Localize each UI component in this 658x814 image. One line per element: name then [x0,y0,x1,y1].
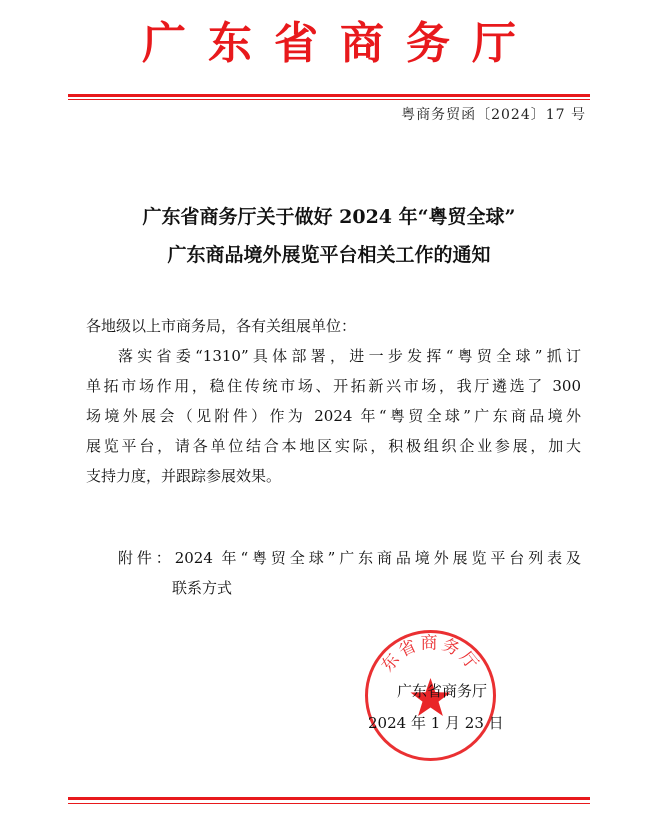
document-number: 粤商务贸函〔2024〕17 号 [401,107,586,123]
seal-text: 东省商务厅 [377,633,484,676]
signature-org: 广东省商务厅 [397,682,488,700]
body-line: 支持力度，并跟踪参展效果。 [86,467,282,485]
header-rule-thick [68,94,590,97]
signature-date: 2024 年 1 月 23 日 [368,714,504,732]
attachment-line-1: 附件：2024 年“粤贸全球”广东商品境外展览平台列表及 [118,549,581,567]
body-line: 展览平台，请各单位结合本地区实际，积极组织企业参展，加大 [86,437,581,455]
body-line: 场境外展会（见附件）作为 2024 年“粤贸全球”广东商品境外 [86,407,581,425]
footer-rule-thin [68,803,590,804]
header-rule-thin [68,99,590,100]
notice-title-line-1: 广东省商务厅关于做好 2024 年“粤贸全球” [142,206,516,228]
attachment-line-2: 联系方式 [172,579,233,597]
body-line: 单拓市场作用，稳住传统市场、开拓新兴市场，我厅遴选了 300 [86,377,581,395]
salutation: 各地级以上市商务局，各有关组展单位： [86,317,357,335]
org-header-title: 广东省商务厅 [142,18,538,69]
footer-rule-thick [68,797,590,800]
notice-title-line-2: 广东商品境外展览平台相关工作的通知 [167,244,491,266]
svg-text:东省商务厅 [378,633,484,676]
body-line: 落实省委“1310”具体部署，进一步发挥“粤贸全球”抓订 [118,347,581,365]
